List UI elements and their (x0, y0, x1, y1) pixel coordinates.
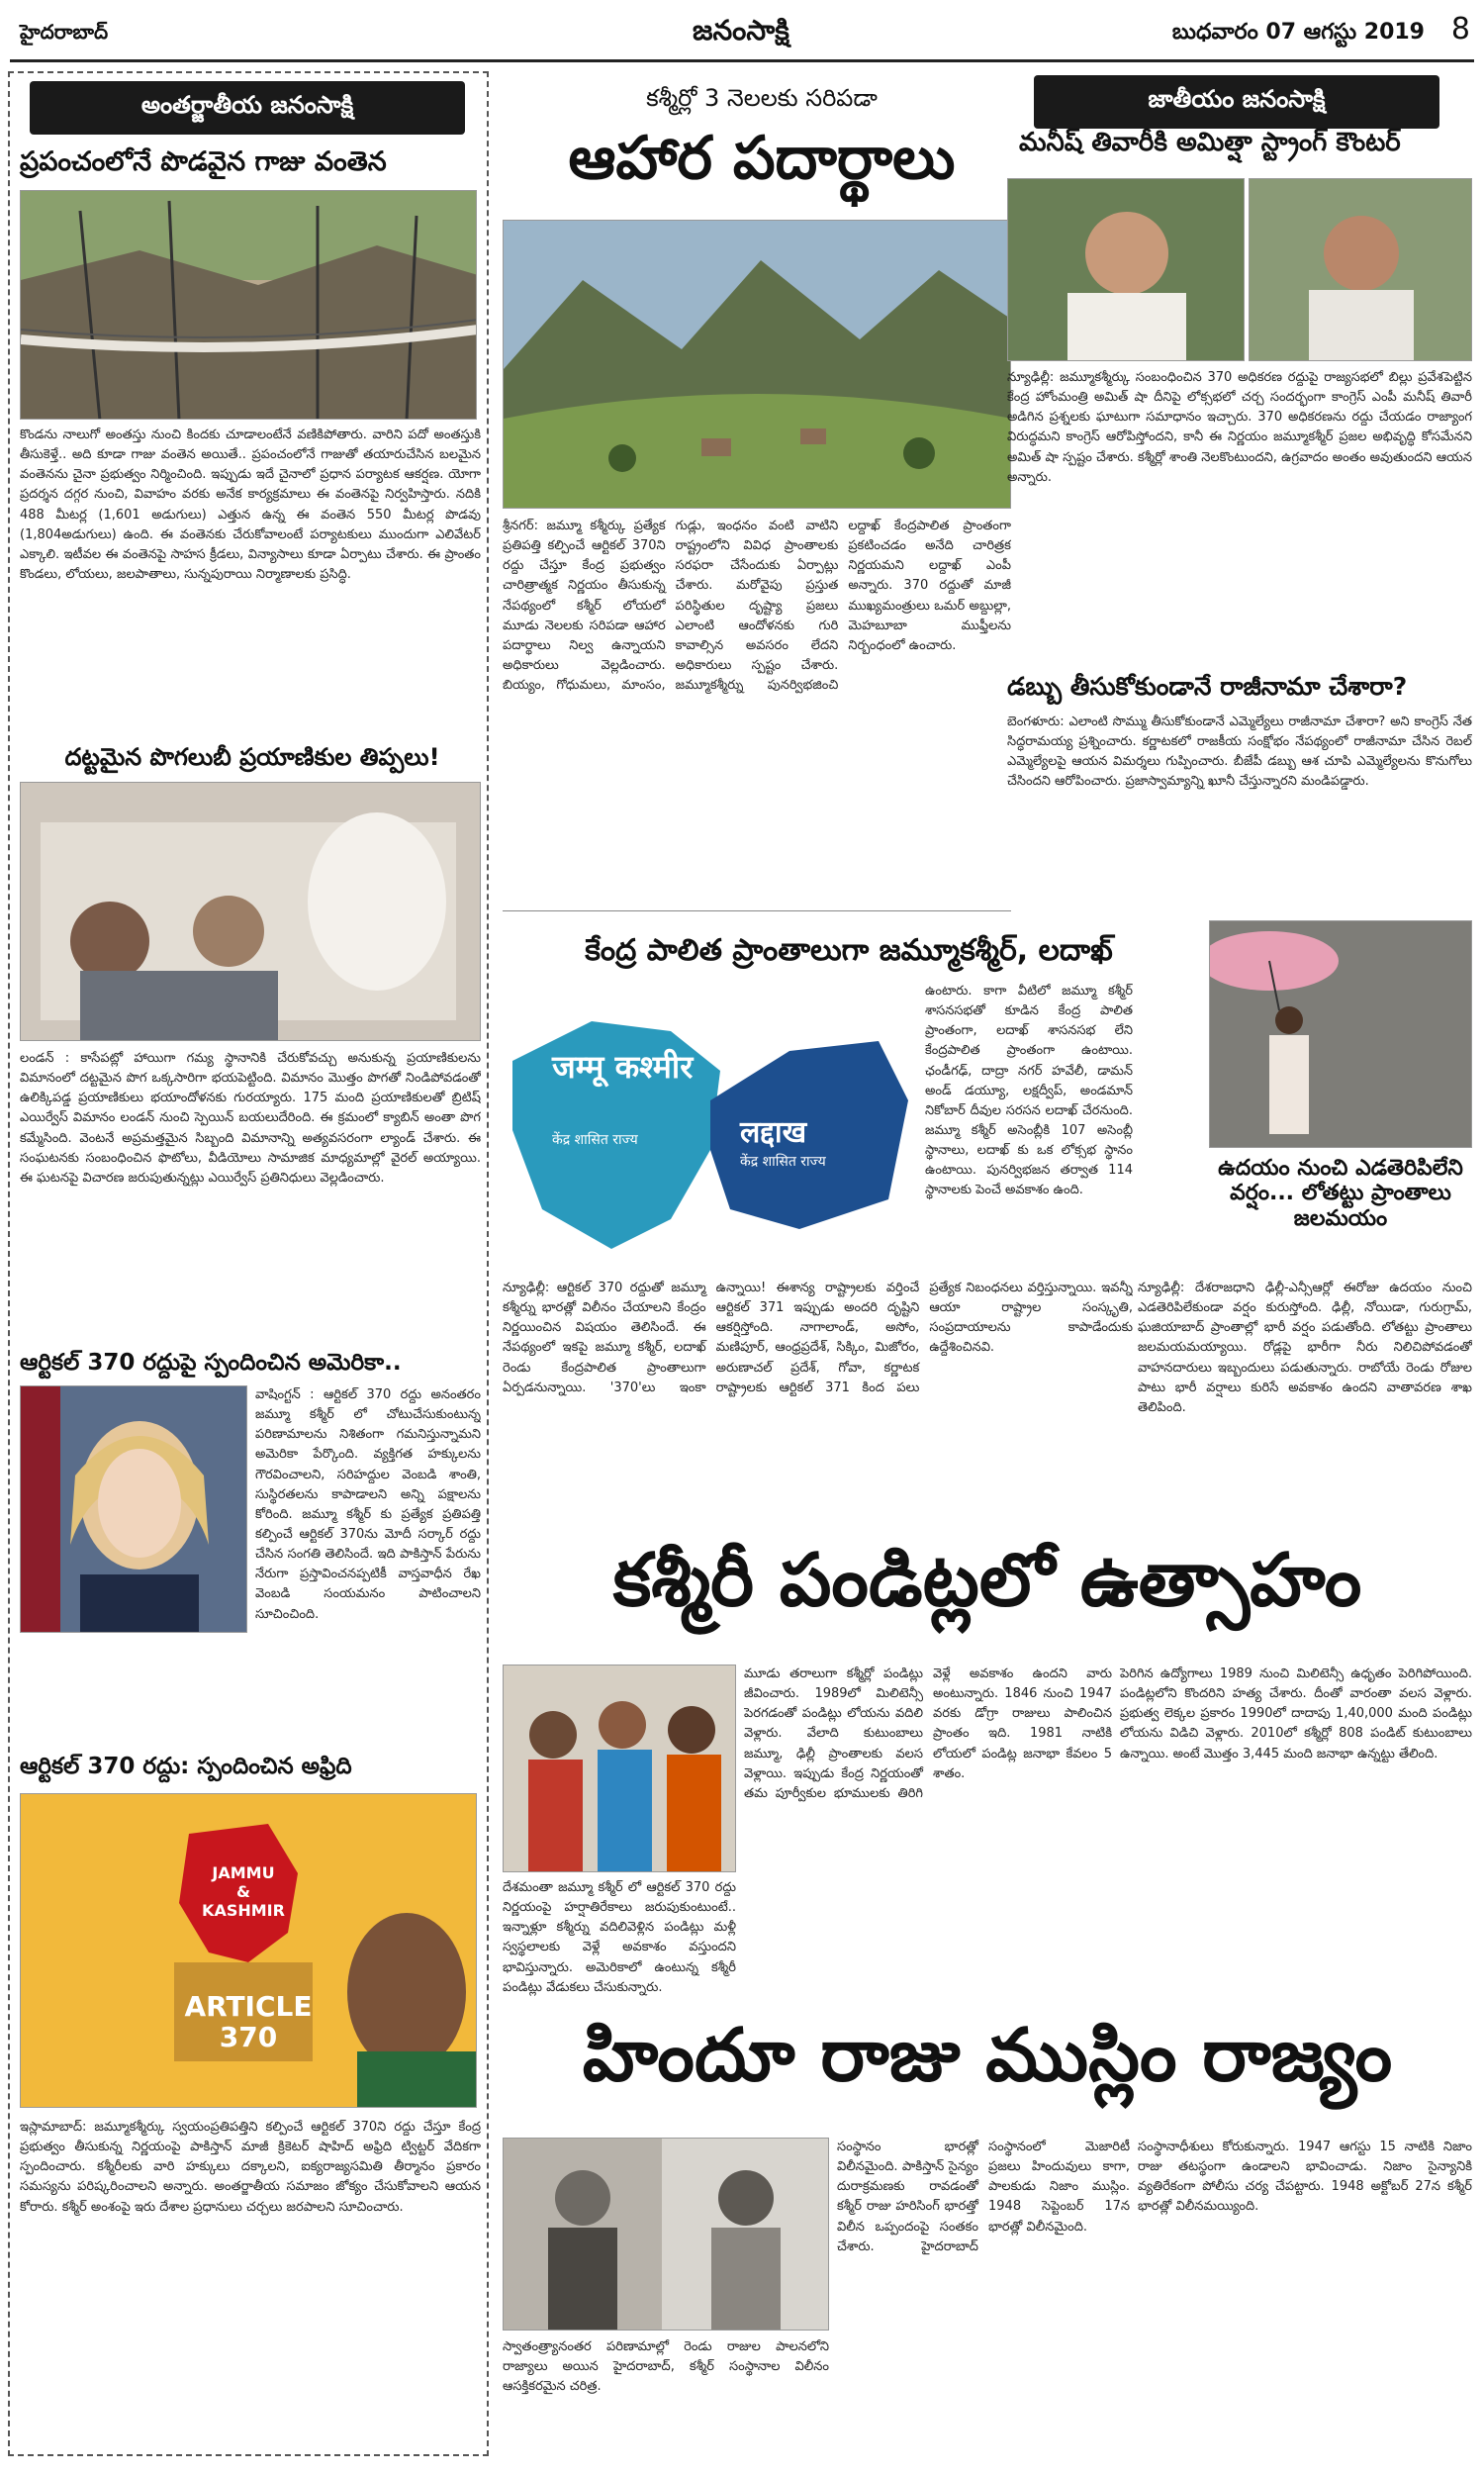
afridi-article370-graphic (20, 1793, 477, 2108)
article-usa-body: వాషింగ్టన్ : ఆర్టికల్ 370 రద్దు అనంతరం జమ్మూ కశ్మీర్ లో చోటుచేసుకుంటున్న పరిణామాలను నిశితంగా గమనిస్తున్నామని అమెరికా పేర్కొంది. వ్యక్తిగత హక్కులను గౌరవించాలని, సరిహద్దుల వెంబడి శాంతి, సుస్థిరతలను కాపాడాలని అన్ని పక్షాలను కోరింది. జమ్మూ కశ్మీర్ కు ప్రత్యేక ప్రతిపత్తి కల్పించే ఆర్టికల్ 370ను మోదీ సర్కార్ రద్దు చేసిన సంగతి తెలిసిందే. ఇది పాకిస్తాన్ పేరును నేరుగా ప్రస్తావించనప్పటికీ వాస్తవాధీన రేఖ వెంబడి సంయమనం పాటించాలని సూచించింది. (255, 1387, 481, 1622)
masthead-rule (10, 59, 1474, 62)
article-ut-body-full: న్యూఢిల్లీ: ఆర్టికల్ 370 రద్దుతో జమ్మూ కశ్మీర్ను భారత్లో విలీనం చేయాలని కేంద్రం నిర్ణయించిన విషయం తెలిసిందే. ఈ నేపథ్యంలో ఇకపై జమ్మూ కశ్మీర్, లదాఖ్ రెండు కేంద్రపాలిత ప్రాంతాలుగా ఏర్పడనున్నాయి. '370'లు ఇంకా ఉన్నాయి! ఈశాన్య రాష్ట్రాలకు వర్తించే ఆర్టికల్ 371 ఇప్పుడు అందరి దృష్టిని ఆకర్షిస్తోంది. నాగాలాండ్, అసోం, మణిపూర్, ఆంధ్రప్రదేశ్, సిక్కిం, మిజోరం, అరుణాచల్ ప్రదేశ్, గోవా, కర్ణాటక రాష్ట్రాలకు ఆర్టికల్ 371 కింద పలు ప్రత్యేక నిబంధనలు వర్తిస్తున్నాయి. ఇవన్నీ ఆయా రాష్ట్రాల సంస్కృతి, సంప్రదాయాలను కాపాడేందుకు ఉద్దేశించినవి. (503, 1281, 1133, 1395)
article-afridi-body: ఇస్లామాబాద్: జమ్మూకశ్మీర్కు స్వయంప్రతిపత్తిని కల్పించే ఆర్టికల్ 370ని రద్దు చేస్తూ కేంద్ర ప్రభుత్వం తీసుకున్న నిర్ణయంపై పాకిస్తాన్ మాజీ క్రికెటర్ షాహిద్ అఫ్రిది ట్విట్టర్ వేదికగా స్పందించారు. కశ్మీరీలకు వారి హక్కులు దక్కాలని, ఐక్యరాజ్యసమితి తీర్మానం ప్రకారం సమస్యను పరిష్కరించాలని అన్నారు. అంతర్జాతీయ సమాజం జోక్యం చేసుకోవాలని ఆయన కోరారు. కశ్మీర్ అంశంపై ఇరు దేశాల ప్రధానులు చర్చలు జరపాలని సూచించారు. (20, 2120, 481, 2215)
section-banner-international: అంతర్జాతీయ జనంసాక్షి (30, 81, 465, 135)
article-amit-shah-body: న్యూఢిల్లీ: జమ్మూకశ్మీర్కు సంబంధించిన 370 అధికరణ రద్దుపై రాజ్యసభలో బిల్లు ప్రవేశపెట్టిన కేంద్ర హోంమంత్రి అమిత్ షా దీనిపై లోక్సభలో చర్చ సందర్భంగా కాంగ్రెస్ ఎంపీ మనీష్ తివారీ అడిగిన ప్రశ్నలకు ఘాటుగా సమాధానం ఇచ్చారు. 370 అధికరణను రద్దు చేయడం రాజ్యాంగ విరుద్ధమని కాంగ్రెస్ ఆరోపిస్తోందని, కానీ ఈ నిర్ణయం జమ్మూకశ్మీర్ ప్రజల అభివృద్ధి కోసమేనని అమిత్ షా స్పష్టం చేశారు. కశ్మీర్లో శాంతి నెలకొంటుందని, ఉగ్రవాదం అంతం అవుతుందని ఆయన అన్నారు. (1007, 370, 1472, 485)
glass-bridge-photo (20, 190, 477, 420)
article-hindu-left: స్వాతంత్ర్యానంతర పరిణామాల్లో రెండు రాజుల పాలనలోని రాజ్యాలు అయిన హైదరాబాద్, కశ్మీర్ సంస్థానాల విలీనం ఆసక్తికరమైన చరిత్ర. (503, 2339, 829, 2395)
smoke-flight-photo (20, 782, 481, 1041)
map-label-jk: जम्मू कश्मीर (552, 1048, 694, 1086)
article-glass-bridge-body: కొండను నాలుగో అంతస్తు నుంచి కిందకు చూడాలంటేనే వణికిపోతారు. వారిని పదో అంతస్తుకి తీసుకెళ్తే.. అది కూడా గాజు వంతెన అయితే.. ప్రపంచంలోనే గాజుతో తయారుచేసిన బలమైన వంతెనను చైనా ప్రభుత్వం నిర్మించింది. ఇప్పుడు ఇదే చైనాలో ప్రధాన పర్యాటక ఆకర్షణ. యోగా ప్రదర్శన దగ్గర నుంచి, వివాహం వరకు అనేక కార్యక్రమాలు ఈ వంతెనపై నిర్వహిస్తారు. నదికి 488 మీటర్ల (1,601 అడుగులు) ఎత్తున ఉన్న ఈ వంతెన 550 మీటర్ల పొడవు (1,804అడుగులు) ఉంది. ఈ వంతెనకు చేరుకోవాలంటే పర్యాటకులు ముందుగా ఎలివేటర్ ఎక్కాలి. ఇటీవల ఈ వంతెనపై సాహస క్రీడలు, విన్యాసాలు కూడా ఏర్పాటు చేశారు. ఈ ప్రాంతం కొండలు, లోయలు, జలపాతాలు, సున్నపురాయి నిర్మాణాలకు ప్రసిద్ధి. (20, 428, 481, 582)
headline-afridi-reacts: ఆర్టికల్ 370 రద్దు: స్పందించిన అఫ్రిది (20, 1754, 352, 1779)
masthead-date: బుధవారం 07 ఆగస్టు 2019 (1171, 20, 1425, 45)
kashmir-valley-photo (503, 220, 1011, 509)
article-ut-body-right: ఉంటారు. కాగా వీటిలో జమ్మూ కశ్మీర్ శాసనసభతో కూడిన కేంద్ర పాలిత ప్రాంతంగా, లదాఖ్ శాసనసభ లేని కేంద్రపాలిత ప్రాంతంగా ఉంటాయి. ఛండీగఢ్, దాద్రా నగర్ హవేలీ, డామన్ అండ్ డయ్యూ, లక్షద్వీప్, అండమాన్ నికోబార్ దీవుల సరసన లదాఖ్ చేరనుంది. జమ్మూ కశ్మీర్ అసెంబ్లీకి 107 అసెంబ్లీ స్థానాలు, లదాఖ్ కు ఒక లోక్సభ స్థానం ఉంటాయి. పునర్విభజన తర్వాత 114 స్థానాలకు పెంచే అవకాశం ఉంది. (925, 984, 1133, 1198)
article-smoke-flight-body: లండన్ : కాసేపట్లో హాయిగా గమ్య స్థానానికి చేరుకోవచ్చు అనుకున్న ప్రయాణికులను విమానంలో దట్టమైన పొగ ఒక్కసారిగా భయపెట్టింది. విమానం మొత్తం పొగతో నిండిపోవడంతో ఉలిక్కిపడ్డ ప్రయాణికులు భయాందోళనకు గురయ్యారు. 175 మంది ప్రయాణికులతో బ్రిటిష్ ఎయిర్వేస్ విమానం లండన్ నుంచి స్పెయిన్ బయలుదేరింది. ఈ క్రమంలో క్యాబిన్ అంతా పొగ కమ్మేసింది. వెంటనే అప్రమత్తమైన సిబ్బంది విమానాన్ని అత్యవసరంగా ల్యాండ్ చేశారు. ఈ సంఘటనకు సంబంధించిన ఫొటోలు, వీడియోలు సామాజిక మాధ్యమాల్లో వైరల్ అయ్యాయి. ఈ ఘటనపై విచారణ జరుపుతున్నట్లు ఎయిర్వేస్ ప్రతినిధులు వెల్లడించారు. (20, 1051, 481, 1186)
headline-rain: ఉదయం నుంచి ఎడతెరిపిలేని వర్షం... లోతట్టు ప్రాంతాలు జలమయం (1218, 1156, 1463, 1231)
headline-amit-shah: మనీష్ తివారీకి అమిత్షా స్ట్రాంగ్ కౌంటర్ (1019, 128, 1401, 157)
masthead-paper-name: జనంసాక్షి (693, 14, 789, 47)
article-food-stock-body: శ్రీనగర్: జమ్మూ కశ్మీర్కు ప్రత్యేక ప్రతిపత్తి కల్పించే ఆర్టికల్ 370ని రద్దు చేస్తూ కేంద్ర ప్రభుత్వం చారిత్రాత్మక నిర్ణయం తీసుకున్న నేపథ్యంలో కశ్మీర్ లోయలో మూడు నెలలకు సరిపడా ఆహార పదార్థాలు నిల్వ ఉన్నాయని అధికారులు వెల్లడించారు. బియ్యం, గోధుమలు, మాంసం, గుడ్లు, ఇంధనం వంటి వాటిని రాష్ట్రంలోని వివిధ ప్రాంతాలకు సరఫరా చేసేందుకు ఏర్పాట్లు చేశారు. మరోవైపు ప్రస్తుత పరిస్థితుల దృష్ట్యా ప్రజలు ఎలాంటి ఆందోళనకు గురి కావాల్సిన అవసరం లేదని అధికారులు స్పష్టం చేశారు. జమ్మూకశ్మీర్ను పునర్విభజించి లద్దాఖ్ కేంద్రపాలిత ప్రాంతంగా ప్రకటించడం అనేది చారిత్రక నిర్ణయమని లద్దాఖ్ ఎంపీ అన్నారు. 370 రద్దుతో మాజీ ముఖ్యమంత్రులు ఒమర్ అబ్దుల్లా, మెహబూబా ముఫ్తీలను నిర్బంధంలో ఉంచారు. (503, 519, 1011, 694)
article-370-caption: ARTICLE 370 (184, 1990, 313, 2053)
headline-resignation: డబ్బు తీసుకోకుండానే రాజీనామా చేశారా? (1007, 672, 1408, 701)
historical-rulers-photo (503, 2138, 829, 2331)
article-rain-body: న్యూఢిల్లీ: దేశరాజధాని ఢిల్లీ-ఎన్సీఆర్లో ఈరోజు ఉదయం నుంచి ఎడతెరిపిలేకుండా వర్షం కురుస్తోంది. ఢిల్లీ, నోయిడా, గురుగ్రామ్, ఘజియాబాద్ ప్రాంతాల్లో భారీ వర్షం పడుతోంది. లోతట్టు ప్రాంతాలు జలమయమయ్యాయి. రోడ్లపై భారీగా నీరు నిలిచిపోవడంతో వాహనదారులు ఇబ్బందులు పడుతున్నారు. రాబోయే రెండు రోజుల పాటు భారీ వర్షాలు కురిసే అవకాశం ఉందని వాతావరణ శాఖ తెలిపింది. (1138, 1281, 1472, 1415)
rain-umbrella-photo (1209, 920, 1472, 1148)
map-label-ladakh-sub: केंद्र शासित राज्य (740, 1154, 826, 1170)
pandits-celebration-photo (503, 1665, 736, 1872)
article-pandits-left: దేశమంతా జమ్మూ కశ్మీర్ లో ఆర్టికల్ 370 రద్దు నిర్ణయంపై హర్షాతిరేకాలు జరుపుకుంటుంటే.. ఇన్నాళ్లూ కశ్మీర్ను వదిలివెళ్లిన పండిట్లు మళ్లీ స్వస్థలాలకు వెళ్లే అవకాశం వస్తుందని భావిస్తున్నారు. అమెరికాలో ఉంటున్న కశ్మీరీ పండిట్లు వేడుకలు చేసుకున్నారు. (503, 1880, 736, 1995)
center-kicker: కశ్మీర్లో 3 నెలలకు సరిపడా (646, 84, 878, 112)
amit-shah-photo (1007, 178, 1245, 361)
map-label-amp: & (236, 1882, 250, 1902)
article-hindu-mid: సంస్థానం భారత్లో విలీనమైంది. పాకిస్తాన్ సైన్యం దురాక్రమణకు రావడంతో కశ్మీర్ రాజు హరిసింగ్ భారత్తో విలీన ఒప్పందంపై సంతకం చేశారు. హైదరాబాద్ సంస్థానంలో మెజారిటీ ప్రజలు హిందువులు కాగా, పాలకుడు నిజాం ముస్లిం. 1948 సెప్టెంబర్ 17న భారత్లో విలీనమైంది. (837, 2140, 1130, 2254)
article-resignation-body: బెంగళూరు: ఎలాంటి సొమ్ము తీసుకోకుండానే ఎమ్మెల్యేలు రాజీనామా చేశారా? అని కాంగ్రెస్ నేత సిద్ధరామయ్య ప్రశ్నించారు. కర్ణాటకలో రాజకీయ సంక్షోభం నేపథ్యంలో రాజీనామా చేసిన రెబల్ ఎమ్మెల్యేలపై ఆయన విమర్శలు గుప్పించారు. బీజేపీ డబ్బు ఆశ చూపి ఎమ్మెల్యేలను కొనుగోలు చేసిందని ఆరోపించారు. ప్రజాస్వామ్యాన్ని ఖూనీ చేస్తున్నారని మండిపడ్డారు. (1007, 714, 1472, 790)
us-spokesperson-photo (20, 1385, 247, 1633)
headline-hindu-king: హిందూ రాజు ముస్లిం రాజ్యం (582, 2013, 1393, 2098)
center-main-headline: ఆహార పదార్థాలు (568, 124, 956, 193)
masthead-city: హైదరాబాద్ (20, 20, 109, 44)
article-pandits-right: పెరిగిన ఉద్యోగాలు 1989 నుంచి మిలిటెన్సీ ఉధృతం పెరిగిపోయింది. పండిట్లలోని కొందరిని హత్య చేశారు. దీంతో వారంతా వలస వెళ్లారు. ప్రభుత్వ లెక్కల ప్రకారం 1990లో దాదాపు 1,40,000 మంది పండిట్లు లోయను విడిచి వెళ్లారు. 2010లో కశ్మీర్లో 808 పండిట్ కుటుంబాలు ఉన్నాయి. అంటే మొత్తం 3,445 మంది జనాభా ఉన్నట్టు తేలింది. (1120, 1666, 1472, 1761)
headline-union-territories: కేంద్ర పాలిత ప్రాంతాలుగా జమ్మూకశ్మీర్, లదాఖ్ (585, 933, 1113, 968)
map-label-jammu: JAMMU (212, 1863, 275, 1882)
headline-pandits: కశ్మీరీ పండిట్లలో ఉత్సాహం (612, 1538, 1362, 1623)
ut-map-graphic (503, 982, 918, 1269)
headline-usa-reacts: ఆర్టికల్ 370 రద్దుపై స్పందించిన అమెరికా.. (20, 1350, 402, 1376)
headline-smoke-flight: దట్టమైన పొగలుబీ ప్రయాణికుల తిప్పలు! (64, 743, 440, 771)
map-label-kashmir: KASHMIR (202, 1901, 285, 1921)
map-label-jk-sub: केंद्र शासित राज्य (552, 1132, 638, 1148)
manish-tewari-photo (1249, 178, 1472, 361)
map-label-ladakh: लद्दाख (740, 1115, 807, 1150)
headline-glass-bridge: ప్రపంచంలోనే పొడవైన గాజు వంతెన (20, 146, 387, 177)
section-banner-national: జాతీయం జనంసాక్షి (1034, 75, 1439, 129)
page-number: 8 (1450, 12, 1470, 47)
article-hindu-right: సంస్థానాధీశులు కోరుకున్నారు. 1947 ఆగస్టు 15 నాటికి నిజాం రాజు తటస్థంగా ఉండాలని భావించాడు. నిజాం సైన్యానికి వ్యతిరేకంగా పోలీసు చర్య చేపట్టారు. 1948 అక్టోబర్ 27న కశ్మీర్ భారత్లో విలీనమయ్యింది. (1138, 2140, 1472, 2215)
article-pandits-mid: మూడు తరాలుగా కశ్మీర్లో పండిట్లు జీవించారు. 1989లో మిలిటెన్సీ పెరగడంతో పండిట్లు లోయను వదిలి వెళ్లారు. వేలాది కుటుంబాలు జమ్మూ, ఢిల్లీ ప్రాంతాలకు వలస వెళ్లాయి. ఇప్పుడు కేంద్ర నిర్ణయంతో తమ పూర్వీకుల భూములకు తిరిగి వెళ్లే అవకాశం ఉందని వారు అంటున్నారు. 1846 నుంచి 1947 వరకు డోగ్రా రాజులు పాలించిన ప్రాంతం ఇది. 1981 నాటికి లోయలో పండిట్ల జనాభా కేవలం 5 శాతం. (744, 1666, 1112, 1801)
divider-line (503, 910, 1011, 911)
